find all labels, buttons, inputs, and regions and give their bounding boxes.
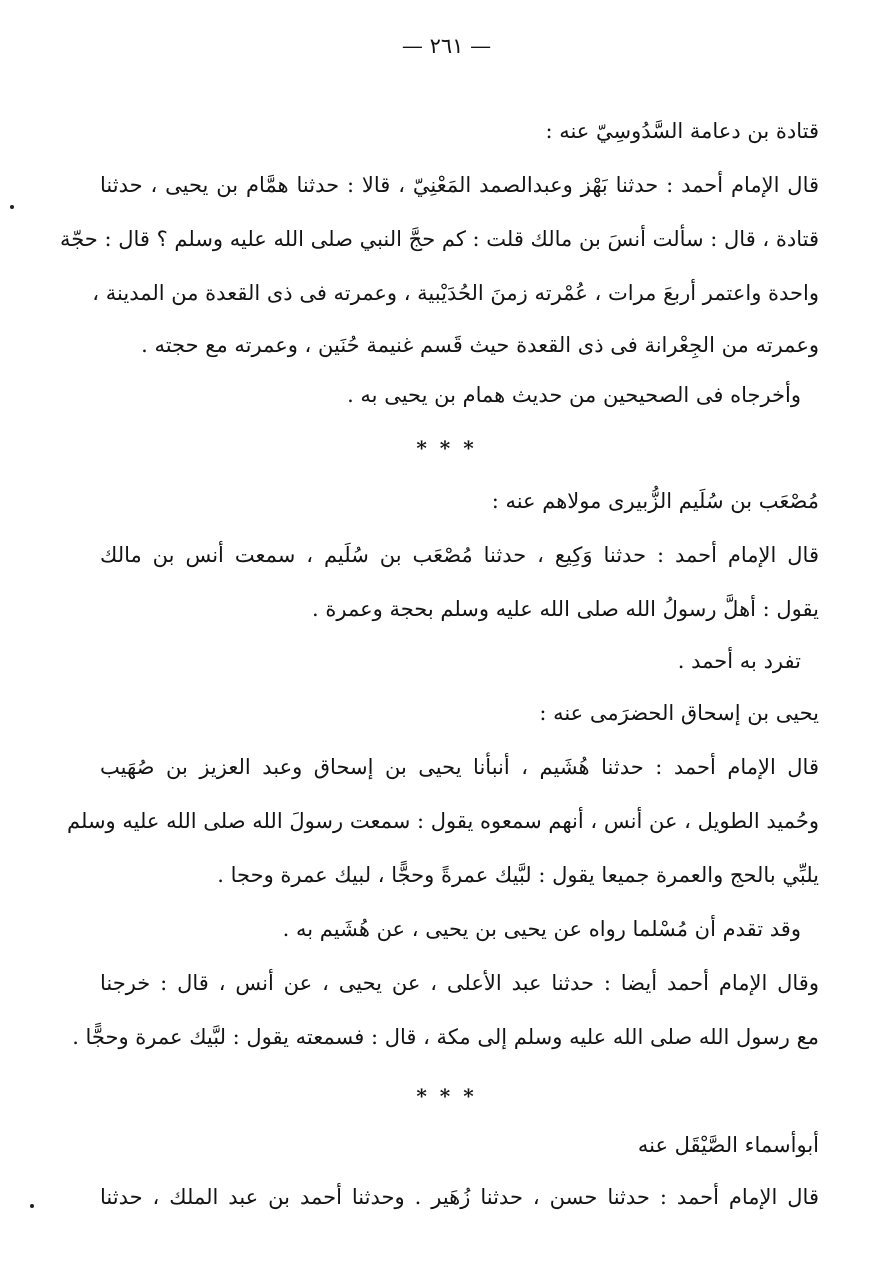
section-heading-abu-asma: أبوأسماء الصَّيْقَل عنه bbox=[637, 1133, 819, 1157]
source-note: وأخرجاه فى الصحيحين من حديث همام بن يحيى به . bbox=[347, 383, 801, 407]
text-line: قال الإمام أحمد : حدثنا هُشَيم ، أنبأنا يحيى بن إسحاق وعبد العزيز بن صُهَيب bbox=[100, 755, 819, 779]
section-separator: * * * bbox=[416, 1084, 477, 1108]
text-line: وقال الإمام أحمد أيضا : حدثنا عبد الأعلى ، عن يحيى ، عن أنس ، قال : خرجنا bbox=[100, 971, 819, 995]
section-heading-qatada: قتادة بن دعامة السَّدُوسِيّ عنه : bbox=[545, 119, 819, 143]
section-heading-musab: مُصْعَب بن سُلَيم الزُّبيرى مولاهم عنه : bbox=[491, 489, 819, 513]
page-number: — ٢٦١ — bbox=[401, 34, 492, 58]
text-line: قال الإمام أحمد : حدثنا حسن ، حدثنا زُهَير . وحدثنا أحمد بن عبد الملك ، حدثنا bbox=[100, 1185, 819, 1209]
text-line: وعمرته من الجِعْرانة فى ذى القعدة حيث قَسم غنيمة حُنَين ، وعمرته مع حجته . bbox=[141, 333, 819, 357]
text-line: مع رسول الله صلى الله عليه وسلم إلى مكة ، قال : فسمعته يقول : لبَّيك عمرة وحجًّا . bbox=[72, 1025, 819, 1049]
text-line: يقول : أهلَّ رسولُ الله صلى الله عليه وسلم بحجة وعمرة . bbox=[312, 597, 819, 621]
margin-dot bbox=[30, 1204, 34, 1208]
text-line: يلبِّي بالحج والعمرة جميعا يقول : لبَّيك عمرةً وحجًّا ، لبيك عمرة وحجا . bbox=[217, 863, 819, 887]
text-line: وحُميد الطويل ، عن أنس ، أنهم سمعوه يقول : سمعت رسولَ الله صلى الله عليه وسلم bbox=[67, 809, 819, 833]
section-separator: * * * bbox=[416, 436, 477, 460]
text-line: قتادة ، قال : سألت أنسَ بن مالك قلت : كم حجَّ النبي صلى الله عليه وسلم ؟ قال : حجّة bbox=[59, 227, 819, 251]
source-note: وقد تقدم أن مُسْلما رواه عن يحيى بن يحيى ، عن هُشَيم به . bbox=[282, 917, 801, 941]
text-line: واحدة واعتمر أربعَ مرات ، عُمْرته زمنَ الحُدَيْبية ، وعمرته فى ذى القعدة من المدينة ، bbox=[92, 281, 819, 305]
text-line: قال الإمام أحمد : حدثنا بَهْز وعبدالصمد المَعْنِيّ ، قالا : حدثنا همَّام بن يحيى ، حدثنا bbox=[100, 173, 819, 197]
source-note: تفرد به أحمد . bbox=[677, 649, 801, 673]
section-heading-yahya: يحيى بن إسحاق الحضرَمى عنه : bbox=[539, 701, 819, 725]
text-line: قال الإمام أحمد : حدثنا وَكِيع ، حدثنا مُصْعَب بن سُلَيم ، سمعت أنس بن مالك bbox=[100, 543, 819, 567]
margin-dot bbox=[10, 205, 14, 209]
